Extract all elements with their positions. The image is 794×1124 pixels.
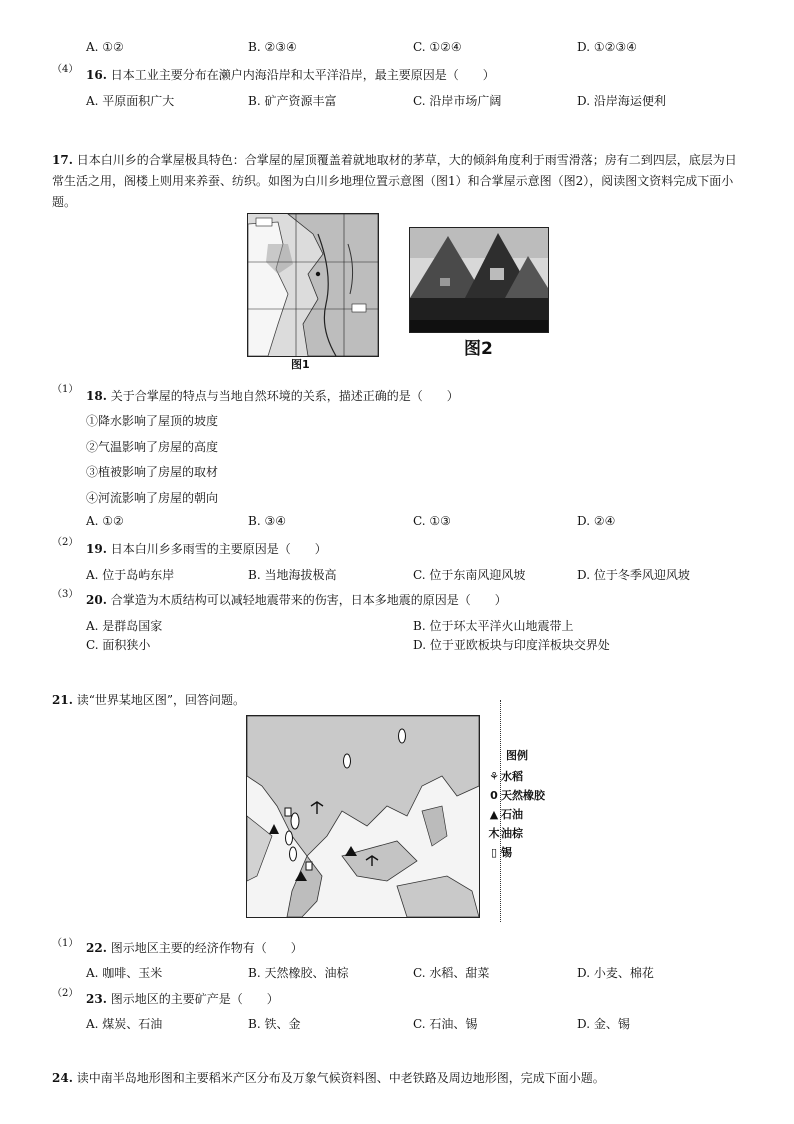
q24-stem-text: 读中南半岛地形图和主要稻米产区分布及万象气候资料图、中老铁路及周边地形图，完成下面小题。 xyxy=(76,1071,605,1085)
rubber-icon: 0 xyxy=(490,789,498,802)
rice-icon: ⚘ xyxy=(489,770,499,783)
q18-option-a: A. ①② xyxy=(86,514,124,528)
q23-number: 23. xyxy=(86,992,107,1006)
figure-1-caption: 图1 xyxy=(291,358,310,371)
q20-stem xyxy=(86,591,507,608)
q18-statement-4: ④河流影响了房屋的朝向 xyxy=(86,491,219,505)
figure-2-gassho-house-photo xyxy=(409,227,549,333)
q20-option-b: B. 位于环太平洋火山地震带上 xyxy=(413,619,574,633)
q19-option-d: D. 位于冬季风迎风坡 xyxy=(577,568,690,582)
legend-title: 图例 xyxy=(506,749,528,762)
q16-stem xyxy=(86,66,495,83)
q21-stem xyxy=(52,691,245,708)
figure-1-map-drawing xyxy=(248,214,378,356)
q19-number: 19. xyxy=(86,542,107,556)
q16-option-d: D. 沿岸海运便利 xyxy=(577,94,666,108)
q22-stem xyxy=(86,939,303,956)
q17-passage xyxy=(52,150,742,213)
q19-option-c: C. 位于东南风迎风坡 xyxy=(413,568,526,582)
q18-sub-number: （1） xyxy=(52,384,79,395)
q19-option-b: B. 当地海拔极高 xyxy=(248,568,337,582)
q24-stem xyxy=(52,1069,605,1086)
q18-stem xyxy=(86,387,459,404)
oil-icon: ▲ xyxy=(489,808,499,821)
q20-number: 20. xyxy=(86,593,107,607)
q22-stem-text: 图示地区主要的经济作物有（ ） xyxy=(110,941,303,955)
q20-option-c: C. 面积狭小 xyxy=(86,638,151,652)
q18-statement-3: ③植被影响了房屋的取材 xyxy=(86,465,219,479)
q22-option-d: D. 小麦、棉花 xyxy=(577,966,654,980)
q22-number: 22. xyxy=(86,941,107,955)
q19-option-a: A. 位于岛屿东岸 xyxy=(86,568,175,582)
q23-option-c: C. 石油、锡 xyxy=(413,1017,478,1031)
q16-option-a: A. 平原面积广大 xyxy=(86,94,175,108)
q24-number: 24. xyxy=(52,1071,73,1085)
figure-2-photo-drawing xyxy=(410,228,548,332)
legend-item-tin xyxy=(487,844,512,860)
legend-label-oil: 石油 xyxy=(501,808,523,821)
legend-item-rubber xyxy=(487,787,545,803)
q23-stem xyxy=(86,990,279,1007)
q15-option-d: D. ①②③④ xyxy=(577,40,637,54)
q21-map-drawing xyxy=(247,716,479,917)
oil-palm-icon: 木 xyxy=(488,827,500,840)
q18-option-b: B. ③④ xyxy=(248,514,286,528)
q22-option-c: C. 水稻、甜菜 xyxy=(413,966,490,980)
q20-stem-text: 合掌造为木质结构可以减轻地震带来的伤害，日本多地震的原因是（ ） xyxy=(110,593,507,607)
q17-number: 17. xyxy=(52,153,73,167)
q20-option-d: D. 位于亚欧板块与印度洋板块交界处 xyxy=(413,638,610,652)
legend-label-tin: 锡 xyxy=(501,846,512,859)
legend-item-oil-palm xyxy=(487,825,523,841)
q23-option-d: D. 金、锡 xyxy=(577,1017,630,1031)
q23-stem-text: 图示地区的主要矿产是（ ） xyxy=(110,992,279,1006)
figure-2-caption: 图2 xyxy=(464,339,493,359)
q18-stem-text: 关于合掌屋的特点与当地自然环境的关系，描述正确的是（ ） xyxy=(110,389,459,403)
q21-stem-text: 读“世界某地区图”，回答问题。 xyxy=(76,693,245,707)
tin-icon: ▯ xyxy=(490,846,498,859)
q21-number: 21. xyxy=(52,693,73,707)
legend-label-rubber: 天然橡胶 xyxy=(501,789,545,802)
q18-statement-2: ②气温影响了房屋的高度 xyxy=(86,440,219,454)
legend-item-rice xyxy=(487,768,523,784)
q18-option-d: D. ②④ xyxy=(577,514,616,528)
q22-option-a: A. 咖啡、玉米 xyxy=(86,966,163,980)
legend-label-oil-palm: 油棕 xyxy=(501,827,523,840)
q20-option-a: A. 是群岛国家 xyxy=(86,619,163,633)
q20-sub-number: （3） xyxy=(52,589,79,600)
legend-label-rice: 水稻 xyxy=(501,770,523,783)
figure-1-location-map xyxy=(247,213,379,357)
q18-option-c: C. ①③ xyxy=(413,514,451,528)
q17-passage-text: 日本白川乡的合掌屋极具特色：合掌屋的屋顶覆盖着就地取材的茅草，大的倾斜角度利于雨雪滑落；房有二到四层，底层为日常生活之用，阁楼上则用来养蚕、纺织。如图为白川乡地理位置示意图（图1）和合掌屋示意图（图2），阅读图文资料完成下面小题。 xyxy=(52,153,737,209)
q19-stem xyxy=(86,540,327,557)
q16-option-c: C. 沿岸市场广阔 xyxy=(413,94,502,108)
q22-sub-number: （1） xyxy=(52,938,79,949)
q18-statement-1: ①降水影响了屋顶的坡度 xyxy=(86,414,219,428)
q15-option-a: A. ①② xyxy=(86,40,124,54)
q19-stem-text: 日本白川乡多雨雪的主要原因是（ ） xyxy=(110,542,327,556)
q23-option-a: A. 煤炭、石油 xyxy=(86,1017,163,1031)
q16-option-b: B. 矿产资源丰富 xyxy=(248,94,337,108)
legend-item-oil xyxy=(487,806,523,822)
q16-number: 16. xyxy=(86,68,107,82)
q21-region-map xyxy=(246,715,480,918)
q23-sub-number: （2） xyxy=(52,988,79,999)
q18-number: 18. xyxy=(86,389,107,403)
q16-sub-number: （4） xyxy=(52,64,79,75)
q19-sub-number: （2） xyxy=(52,537,79,548)
q15-option-b: B. ②③④ xyxy=(248,40,297,54)
q22-option-b: B. 天然橡胶、油棕 xyxy=(248,966,349,980)
q15-option-c: C. ①②④ xyxy=(413,40,462,54)
q23-option-b: B. 铁、金 xyxy=(248,1017,301,1031)
q16-stem-text: 日本工业主要分布在濑户内海沿岸和太平洋沿岸，最主要原因是（ ） xyxy=(110,68,495,82)
